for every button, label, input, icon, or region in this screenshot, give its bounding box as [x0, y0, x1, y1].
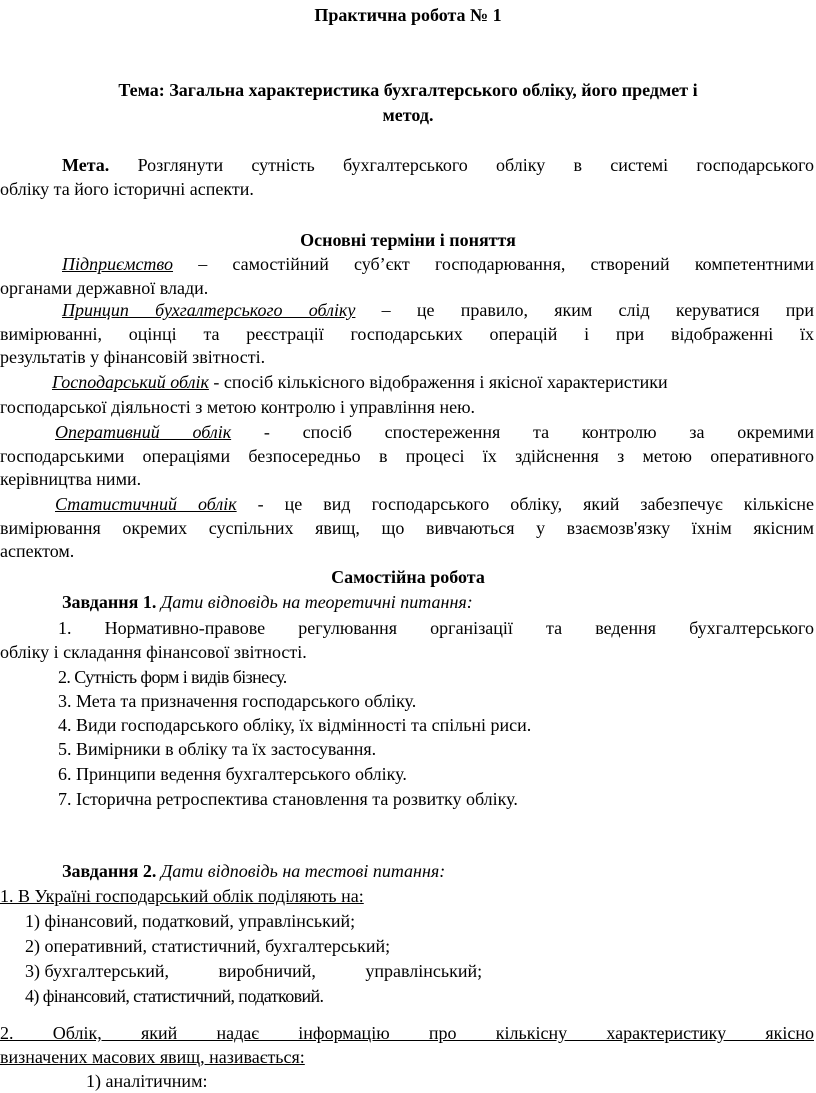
task-1-question: 2. Сутність форм і видів бізнесу. [58, 667, 287, 687]
term-definition-line: органами державної влади. [0, 278, 209, 298]
task-1-instruction: Дати відповідь на теоретичні питання: [156, 592, 473, 612]
term-definition-line: вимірювання окремих суспільних явищ, що вивчаються у взаємозв'язку їхнім якісним [0, 518, 814, 538]
test-question: 1. В Україні господарський облік поділяють на: [0, 886, 364, 906]
topic-line-2: метод. [382, 105, 434, 125]
task-1-label: Завдання 1. [62, 592, 157, 612]
test-option: 1) аналітичним: [86, 1071, 208, 1091]
term-definition-line: результатів у фінансовій звітності. [0, 347, 266, 367]
term-name: Господарський облік [52, 372, 209, 392]
term-name: Оперативний облік [55, 422, 232, 442]
task-1-question: 7. Історична ретроспектива становлення та розвитку обліку. [58, 789, 518, 809]
term-definition-line: Принцип бухгалтерського обліку – це правило, яким слід керуватися при [62, 300, 814, 320]
goal-label: Мета. [62, 155, 110, 175]
goal-text: Розглянути сутність бухгалтерського обліку в системі господарського [109, 155, 814, 175]
term-definition-line: господарської діяльності з метою контролю і управління нею. [0, 397, 476, 417]
page-title: Практична робота № 1 [314, 5, 502, 25]
goal-line-1 [0, 154, 814, 176]
term-definition-line: керівництва ними. [0, 469, 142, 489]
goal-line-2: обліку та його історичні аспекти. [0, 179, 254, 199]
test-option: 4) фінансовий, статистичний, податковий. [25, 986, 324, 1006]
test-option: 3) бухгалтерський, виробничий, управлінський; [25, 961, 483, 981]
test-option: 2) оперативний, статистичний, бухгалтерський; [25, 936, 391, 956]
independent-work-heading: Самостійна робота [331, 567, 485, 587]
term-name: Принцип бухгалтерського обліку [62, 300, 356, 320]
term-name: Статистичний облік [55, 494, 237, 514]
term-definition-line: Підприємство – самостійний суб’єкт господарювання, створений компетентними [62, 254, 814, 274]
term-definition-line: Оперативний облік - спосіб спостереження та контролю за окремими [55, 422, 814, 442]
task-1-question: 4. Види господарського обліку, їх відмінності та спільні риси. [58, 715, 532, 735]
task-1-question: 5. Вимірники в обліку та їх застосування. [58, 739, 377, 759]
task-2-label: Завдання 2. [62, 861, 157, 881]
term-definition-line: Господарський облік - спосіб кількісного відображення і якісної характеристики [52, 372, 668, 392]
task-1-question: 3. Мета та призначення господарського обліку. [58, 691, 417, 711]
task-1-question: 6. Принципи ведення бухгалтерського обліку. [58, 764, 407, 784]
term-definition-line: вимірюванні, оцінці та реєстрації господарських операцій і при відображенні їх [0, 324, 814, 344]
terms-heading: Основні терміни і поняття [300, 230, 516, 250]
topic-line-1: Тема: Загальна характеристика бухгалтерського обліку, його предмет і [118, 80, 698, 100]
test-option: 1) фінансовий, податковий, управлінський; [25, 911, 356, 931]
test-question: 2. Облік, який надає інформацію про кількісну характеристику якісно [0, 1023, 814, 1043]
term-name: Підприємство [62, 254, 174, 274]
task-1-question: обліку і складання фінансової звітності. [0, 642, 307, 662]
term-definition-line: Статистичний облік - це вид господарського обліку, який забезпечує кількісне [55, 494, 815, 514]
task-1-heading [62, 591, 473, 613]
task-2-instruction: Дати відповідь на тестові питання: [156, 861, 446, 881]
term-definition-line: аспектом. [0, 541, 75, 561]
term-definition-line: господарськими операціями безпосередньо в процесі їх здійснення з метою оперативного [0, 446, 814, 466]
task-1-question: 1. Нормативно-правове регулювання організації та ведення бухгалтерського [58, 618, 814, 638]
test-question: визначених масових явищ, називається: [0, 1047, 305, 1067]
task-2-heading [62, 860, 445, 882]
